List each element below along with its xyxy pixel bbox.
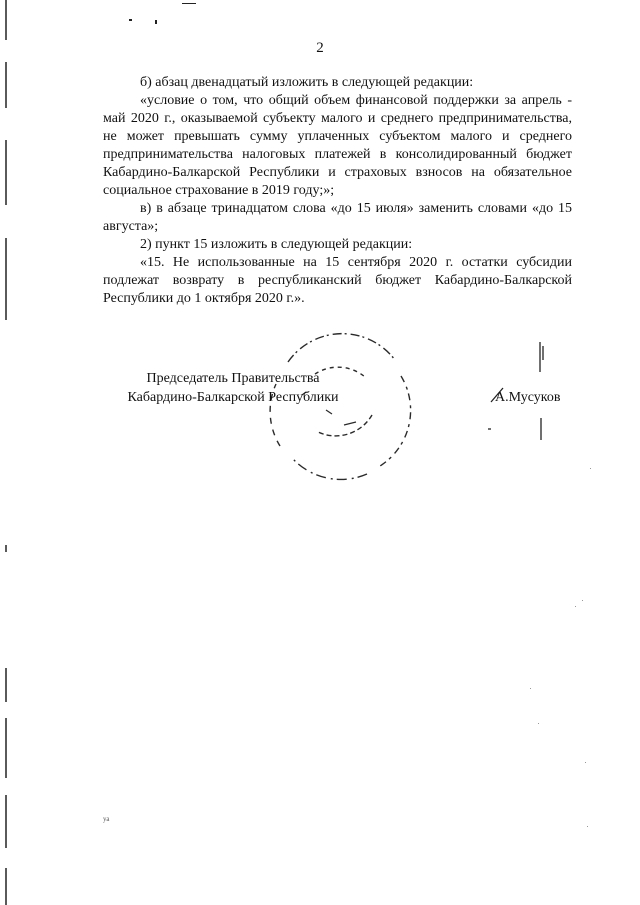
top-specks (129, 3, 196, 24)
paragraph-item-2: 2) пункт 15 изложить в следующей редакции: (140, 237, 413, 252)
paragraph-amendment-v: в) в абзаце тринадцатом слова «до 15 июля» заменить словами «до 15 августа»; (103, 201, 572, 234)
signatory-name: А.Мусуков (495, 390, 561, 405)
document-body (103, 74, 572, 308)
page-number: 2 (316, 40, 324, 56)
paragraph-amendment-b: б) абзац двенадцатый изложить в следующей редакции: (140, 75, 474, 90)
footer-mark: уа (103, 815, 110, 823)
paragraph-quoted-condition: «условие о том, что общий объем финансовой поддержки за апрель - май 2020 г., оказываемой субъекту малого и среднего предпринимательства, не может превышать сумму уплаченных субъектом малого и среднего предпринимательства налоговых платежей в консолидированный бюджет Кабардино-Балкарской Республики и страховых взносов на обязательное социальное страхование в 2019 году;»; (103, 93, 572, 198)
right-specks (530, 468, 591, 827)
signatory-title-line2: Кабардино-Балкарской Республики (127, 390, 339, 405)
signatory-title (103, 369, 363, 407)
paragraph-quoted-item-15: «15. Не использованные на 15 сентября 2020 г. остатки субсидии подлежат возврату в республиканский бюджет Кабардино-Балкарской Республики до 1 октября 2020 г.». (103, 255, 572, 306)
signatory-title-line1: Председатель Правительства (146, 371, 320, 386)
